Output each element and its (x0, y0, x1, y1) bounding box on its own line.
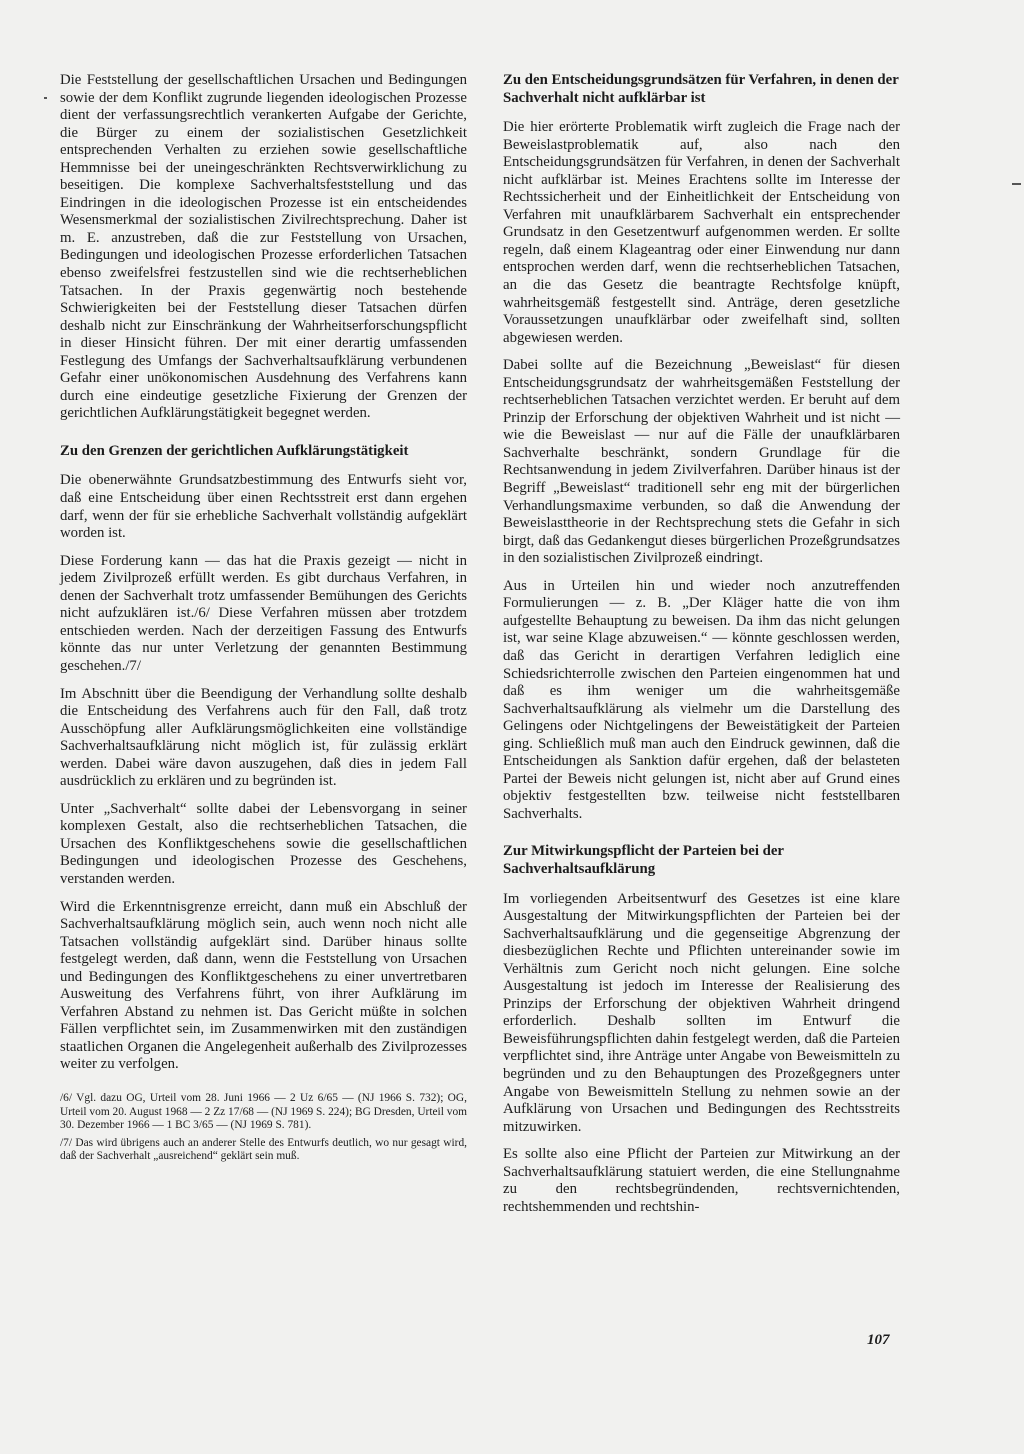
body-paragraph: Die Feststellung der gesellschaftlichen Ursachen und Bedingungen sowie der dem Konflikt zugrunde liegenden ideologischen Prozesse dient der verfassungsrechtlich verankerten Aufgabe der Gerichte, die Bürger zu einem der sozialistischen Gesetzlichkeit entsprechenden Verhalten zu erziehen sowie gesellschaftliche Hemmnisse bei der uneingeschränkten Rechtsverwirklichung zu beseitigen. Die komplexe Sachverhaltsfeststellung und das Eindringen in die ideologischen Prozesse ist ein entscheidendes Wesensmerkmal der sozialistischen Zivilrechtsprechung. Daher ist m. E. anzustreben, daß die zur Feststellung von Ursachen, Bedingungen und ideologischen Prozesse erforderlichen Tatsachen ebenso zweifelsfrei festzustellen sind wie die rechtserheblichen Tatsachen. In der Praxis gegenwärtig noch bestehende Schwierigkeiten bei der Feststellung dieser Tatsachen dürfen deshalb nicht zur Einschränkung der Wahrheitserforschungspflicht in dieser Hinsicht führen. Der mit einer derartig umfassenden Festlegung des Umfangs der Sachverhaltsaufklärung verbundenen Gefahr einer unökonomischen Ausdehnung des Verfahrens kann durch eine eindeutige gesetzliche Fixierung der Grenzen der gerichtlichen Aufklärungstätigkeit begegnet werden. (60, 72, 467, 422)
left-column (60, 72, 467, 1168)
section-heading: Zur Mitwirkungspflicht der Parteien bei der Sachverhaltsaufklärung (503, 843, 784, 877)
section-heading: Zu den Grenzen der gerichtlichen Aufklärungstätigkeit (60, 442, 409, 459)
body-paragraph: Unter „Sachverhalt“ sollte dabei der Lebensvorgang in seiner komplexen Gestalt, also die rechtserheblichen Tatsachen, die Ursachen des Konfliktgeschehens sowie die gesellschaftlichen Bedingungen und ideologischen Prozesse des Geschehens, verstanden werden. (60, 800, 467, 887)
scan-mark (1012, 183, 1021, 185)
body-paragraph: Dabei sollte auf die Bezeichnung „Beweislast“ für diesen Entscheidungsgrundsatz der wahrheitsgemäßen Feststellung der rechtserheblichen Tatsachen verzichtet werden. Er beruht auf dem Prinzip der Erforschung der objektiven Wahrheit und ist nicht — wie die Beweislast — nur auf die Fälle der unaufklärbaren Sachverhalte beschränkt, sondern Grundlage für die Rechtsanwendung in jedem Zivilverfahren. Darüber hinaus ist der Begriff „Beweislast“ traditionell sehr eng mit der bürgerlichen Verhandlungsmaxime verbunden, so daß die Anwendung der Beweislasttheorie in der Rechtsprechung stets die Gefahr in sich birgt, daß das Gedankengut dieses bürgerlichen Prozeßgrundsatzes in den sozialistischen Zivilprozeß eindringt. (503, 357, 900, 567)
body-paragraph: Wird die Erkenntnisgrenze erreicht, dann muß ein Abschluß der Sachverhaltsaufklärung möglich sein, auch wenn noch nicht alle Tatsachen vollständig aufgeklärt sind. Darüber hinaus sollte festgelegt werden, daß dann, wenn die Feststellung von Ursachen und Bedingungen des Konfliktgeschehens zu einer unvertretbaren Ausweitung des Verfahrens führt, von ihrer Aufklärung im Verfahren Abstand zu nehmen ist. Das Gericht müßte in solchen Fällen verpflichtet sein, im Zusammenwirken mit den zuständigen staatlichen Organen die Angelegenheit außerhalb des Zivilprozesses weiter zu verfolgen. (60, 898, 467, 1073)
body-paragraph: Die hier erörterte Problematik wirft zugleich die Frage nach der Beweislastproblematik auf, also nach den Entscheidungsgrundsätzen für Verfahren, in denen der Sachverhalt nicht aufklärbar ist. Meines Erachtens sollte im Interesse der Rechtssicherheit und der Einheitlichkeit der Entscheidung von Verfahren mit unaufklärbarem Sachverhalt ein entsprechender Grundsatz in den Gesetzentwurf aufgenommen werden. Er sollte regeln, daß einem Klageantrag oder einer Einwendung nur dann entsprochen werden darf, wenn die rechtserheblichen Tatsachen, an die das Gesetz die beantragte Rechtsfolge knüpft, wahrheitsgemäß festgestellt sind. Anträge, deren gesetzliche Voraussetzungen unaufklärbar oder zweifelhaft sind, sollten abgewiesen werden. (503, 119, 900, 346)
right-column (503, 72, 900, 1226)
footnote-7: /7/ Das wird übrigens auch an anderer Stelle des Entwurfs deutlich, wo nur gesagt wird, daß der Sachverhalt „ausreichend“ geklärt sein muß. (60, 1136, 467, 1163)
body-paragraph: Die obenerwähnte Grundsatzbestimmung des Entwurfs sieht vor, daß eine Entscheidung über einen Rechtsstreit erst dann ergehen darf, wenn der für sie erhebliche Sachverhalt vollständig aufgeklärt worden ist. (60, 472, 467, 542)
scan-mark (44, 97, 47, 99)
page-number: 107 (867, 1332, 890, 1348)
section-heading: Zu den Entscheidungsgrundsätzen für Verfahren, in denen der Sachverhalt nicht aufklärbar ist (503, 72, 899, 106)
footnote-6: /6/ Vgl. dazu OG, Urteil vom 28. Juni 1966 — 2 Uz 6/65 — (NJ 1966 S. 732); OG, Urteil vom 20. August 1968 — 2 Zz 17/68 — (NJ 1969 S. 224); BG Dresden, Urteil vom 30. Dezember 1966 — 1 BC 3/65 — (NJ 1969 S. 781). (60, 1091, 467, 1132)
body-paragraph: Aus in Urteilen hin und wieder noch anzutreffenden Formulierungen — z. B. „Der Kläger hatte die von ihm aufgestellte Behauptung zu beweisen. Da ihm das nicht gelungen ist, war seine Klage abzuweisen.“ — könnte geschlossen werden, daß das Gericht in derartigen Verfahren lediglich eine Schiedsrichterrolle zwischen den Parteien eingenommen hat und daß es ihm weniger um die wahrheitsgemäße Sachverhaltsaufklärung als vielmehr um die Darstellung des Gelingens oder Nichtgelingens der Beweistätigkeit der Parteien ging. Schließlich muß man auch den Eindruck gewinnen, daß die Entscheidungen als Sanktion dafür ergehen, daß der belasteten Partei der Beweis nicht gelungen ist, nicht aber auf Grund eines objektiv festgestellten bzw. teilweise nicht feststellbaren Sachverhalts. (503, 577, 900, 822)
body-paragraph: Im vorliegenden Arbeitsentwurf des Gesetzes ist eine klare Ausgestaltung der Mitwirkungspflichten der Parteien bei der Sachverhaltsaufklärung und die gegenseitige Abgrenzung der diesbezüglichen Rechte und Pflichten untereinander sowie im Verhältnis zum Gericht noch nicht gelungen. Eine solche Ausgestaltung ist jedoch im Interesse der Realisierung des Prinzips der Erforschung der objektiven Wahrheit dringend erforderlich. Deshalb sollten im Entwurf die Beweisführungspflichten dahin festgelegt werden, daß die Parteien verpflichtet sind, ihre Anträge unter Angabe von Beweismitteln zu begründen und zu den Behauptungen des Prozeßgegners unter Angabe von Beweismitteln Stellung zu nehmen sowie an der Aufklärung von Ursachen und Bedingungen des Rechtsstreits mitzuwirken. (503, 890, 900, 1135)
body-paragraph: Diese Forderung kann — das hat die Praxis gezeigt — nicht in jedem Zivilprozeß erfüllt werden. Es gibt durchaus Verfahren, in denen der Sachverhalt trotz umfassender Bemühungen des Gerichts nicht aufzuklären ist./6/ Diese Verfahren müssen aber trotzdem entschieden werden. Nach der derzeitigen Fassung des Entwurfs könnte das nur unter Verletzung der genannten Bestimmung geschehen./7/ (60, 552, 467, 674)
body-paragraph: Im Abschnitt über die Beendigung der Verhandlung sollte deshalb die Entscheidung des Verfahrens auch für den Fall, daß trotz Ausschöpfung aller Aufklärungsmöglichkeiten eine vollständige Sachverhaltsaufklärung nicht möglich ist, für zulässig erklärt werden. Dabei wäre davon auszugehen, daß dies in jedem Fall ausdrücklich zu erklären und zu begründen ist. (60, 685, 467, 790)
footnotes (60, 1092, 467, 1164)
body-paragraph: Es sollte also eine Pflicht der Parteien zur Mitwirkung an der Sachverhaltsaufklärung statuiert werden, die eine Stellungnahme zu den rechtsbegründenden, rechtsvernichtenden, rechtshemmenden und rechtshin- (503, 1146, 900, 1215)
